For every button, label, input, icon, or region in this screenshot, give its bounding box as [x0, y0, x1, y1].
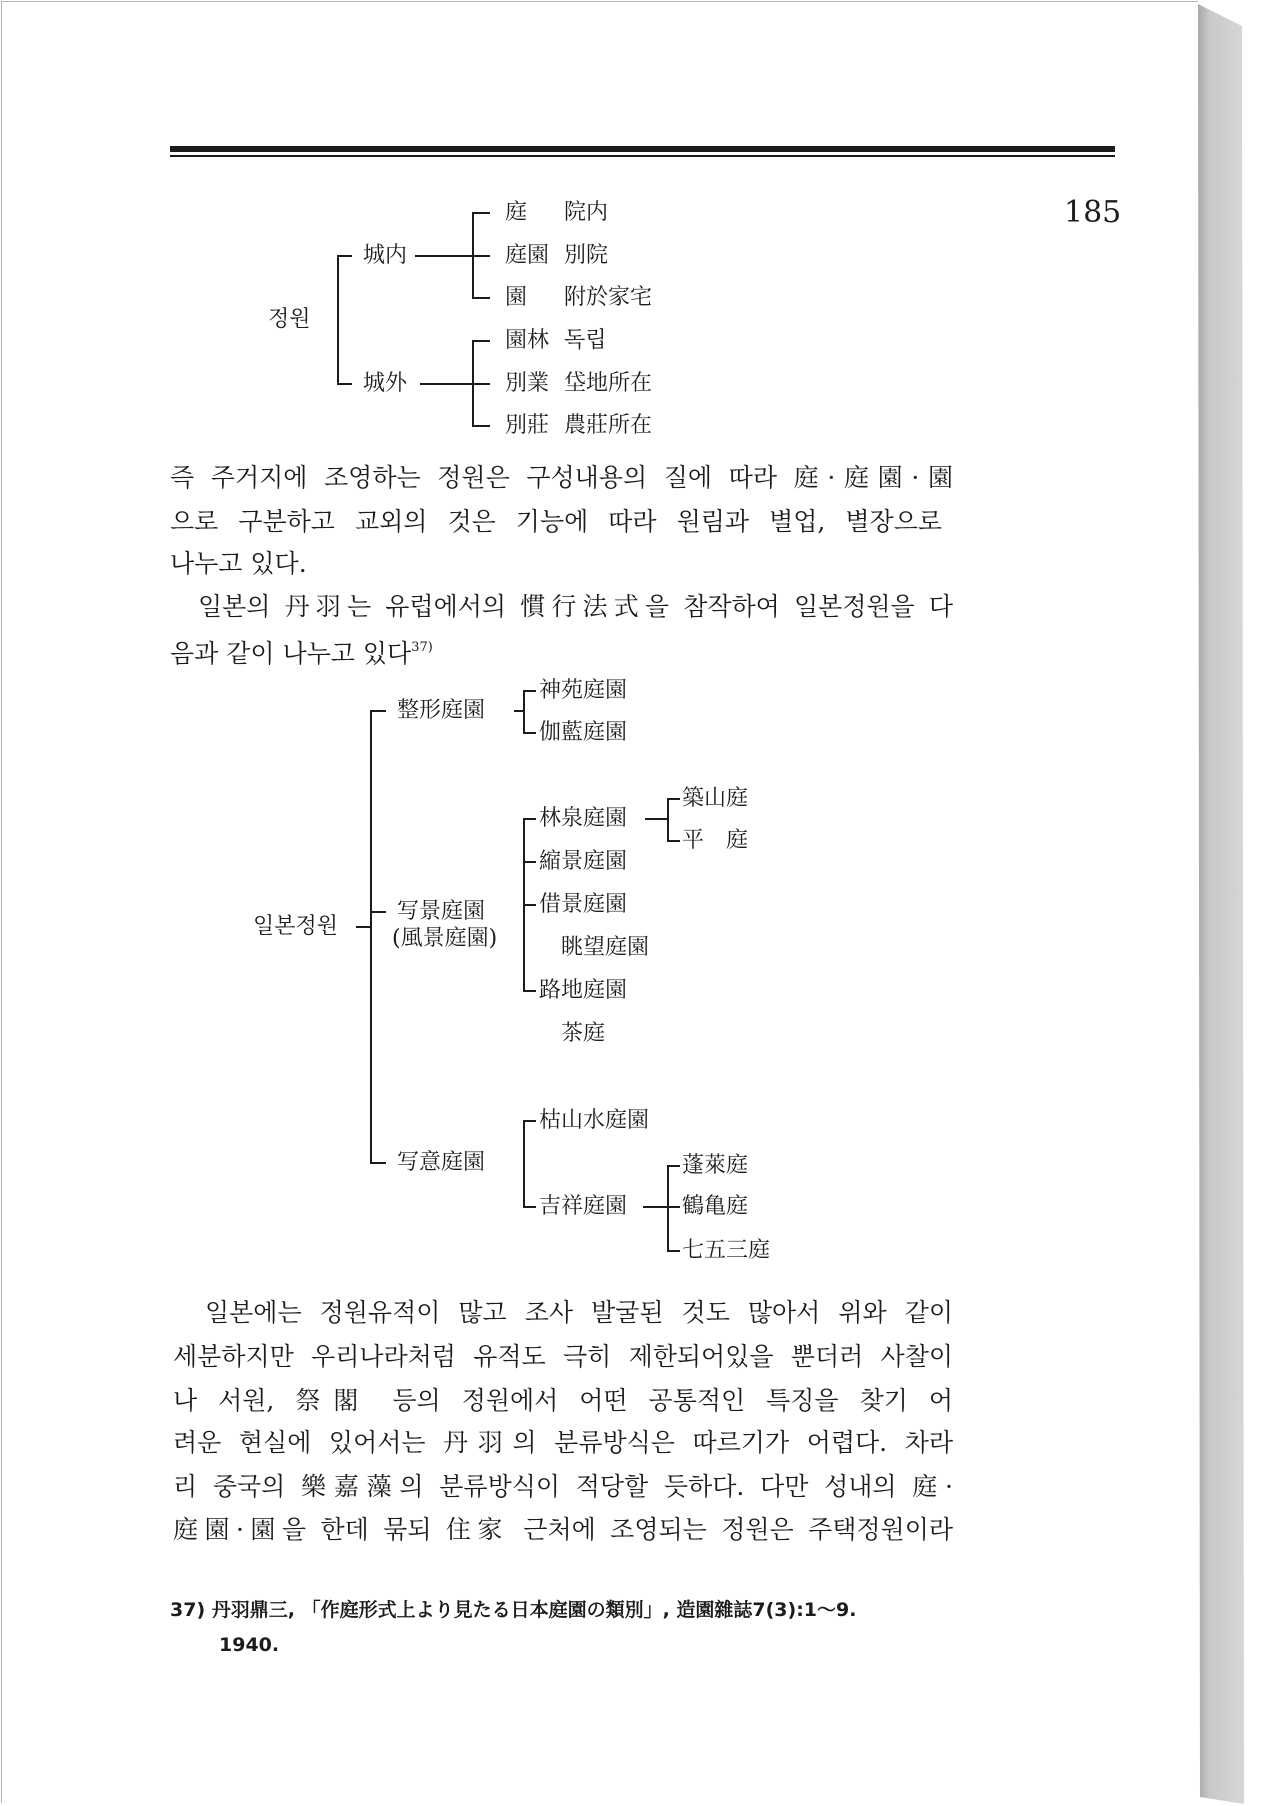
text-line: 나누고 있다.	[170, 549, 307, 578]
d2-kissho-child: 鶴亀庭	[682, 1194, 749, 1219]
d2-formal-label: 整形庭園	[397, 698, 486, 723]
d1-desc: 農莊所在	[564, 413, 653, 438]
text-line-with-footnote	[170, 628, 950, 668]
d1-term: 園林	[505, 328, 550, 353]
d1-desc: 독립	[564, 328, 607, 353]
d2-scenic-sublabel: (風景庭園)	[392, 926, 498, 951]
d1-term: 庭園	[505, 243, 550, 268]
d2-symbolic-label: 写意庭園	[397, 1150, 486, 1175]
d2-scenic-item: 林泉庭園	[539, 806, 628, 831]
text-line: 나 서원, 祭閣 등의 정원에서 어떤 공통적인 특징을 찾기 어	[173, 1386, 953, 1415]
d1-desc: 附於家宅	[564, 285, 653, 310]
d2-scenic-item: 縮景庭園	[539, 849, 628, 874]
d1-term: 庭	[505, 200, 528, 225]
d2-root-label: 일본정원	[253, 914, 339, 939]
text-line: 즉 주거지에 조영하는 정원은 구성내용의 질에 따라 庭·庭園·園	[170, 463, 953, 492]
d2-rinsen-child: 築山庭	[682, 786, 749, 811]
footnote-line: 1940.	[219, 1634, 280, 1656]
d2-formal-item: 神苑庭園	[539, 678, 628, 703]
text-line: 일본에는 정원유적이 많고 조사 발굴된 것도 많아서 위와 같이	[205, 1298, 953, 1327]
d1-desc: 別院	[564, 243, 609, 268]
d1-outer-label: 城外	[363, 371, 408, 396]
text-line: 세분하지만 우리나라처럼 유적도 극히 제한되어있을 뿐더러 사찰이	[173, 1342, 953, 1371]
d1-term: 園	[505, 285, 528, 310]
text-line: 려운 현실에 있어서는 丹羽의 분류방식은 따르기가 어렵다. 차라	[173, 1428, 953, 1457]
text-line: 일본의 丹羽는 유럽에서의 慣行法式을 참작하여 일본정원을 다	[198, 592, 953, 621]
text-line: 庭園·園을 한데 묶되 住家 근처에 조영되는 정원은 주택정원이라	[173, 1515, 953, 1544]
d2-scenic-item: 眺望庭園	[561, 935, 650, 960]
d2-scenic-item: 茶庭	[561, 1021, 606, 1046]
d1-root-label: 정원	[268, 307, 311, 332]
d1-term: 別業	[505, 371, 550, 396]
footnote-line: 37) 丹羽鼎三, 「作庭形式上より見たる日本庭園の類別」, 造園雜誌7(3):1～9.	[170, 1599, 857, 1621]
text-line: 리 중국의 樂嘉藻의 분류방식이 적당할 듯하다. 다만 성내의 庭·	[173, 1472, 953, 1501]
d1-inner-label: 城内	[363, 243, 408, 268]
text-line: 음과 같이 나누고 있다	[170, 639, 412, 668]
d1-term: 別莊	[505, 413, 550, 438]
d1-desc: 院内	[564, 200, 609, 225]
text-line: 으로 구분하고 교외의 것은 기능에 따라 원림과 별업, 별장으로	[170, 507, 942, 536]
page-number: 185	[1064, 195, 1122, 230]
d2-scenic-item: 借景庭園	[539, 892, 628, 917]
d2-scenic-item: 路地庭園	[539, 978, 628, 1003]
d2-formal-item: 伽藍庭園	[539, 720, 628, 745]
d1-desc: 垈地所在	[564, 371, 653, 396]
d2-kissho-child: 七五三庭	[682, 1238, 771, 1263]
d2-scenic-label: 写景庭園	[397, 899, 486, 924]
d2-symbolic-item: 枯山水庭園	[539, 1108, 650, 1133]
footnote-reference: 37)	[411, 640, 433, 655]
d2-kissho-child: 蓬萊庭	[682, 1153, 749, 1178]
d2-symbolic-item: 吉祥庭園	[539, 1194, 628, 1219]
d2-rinsen-child: 平 庭	[682, 828, 749, 853]
